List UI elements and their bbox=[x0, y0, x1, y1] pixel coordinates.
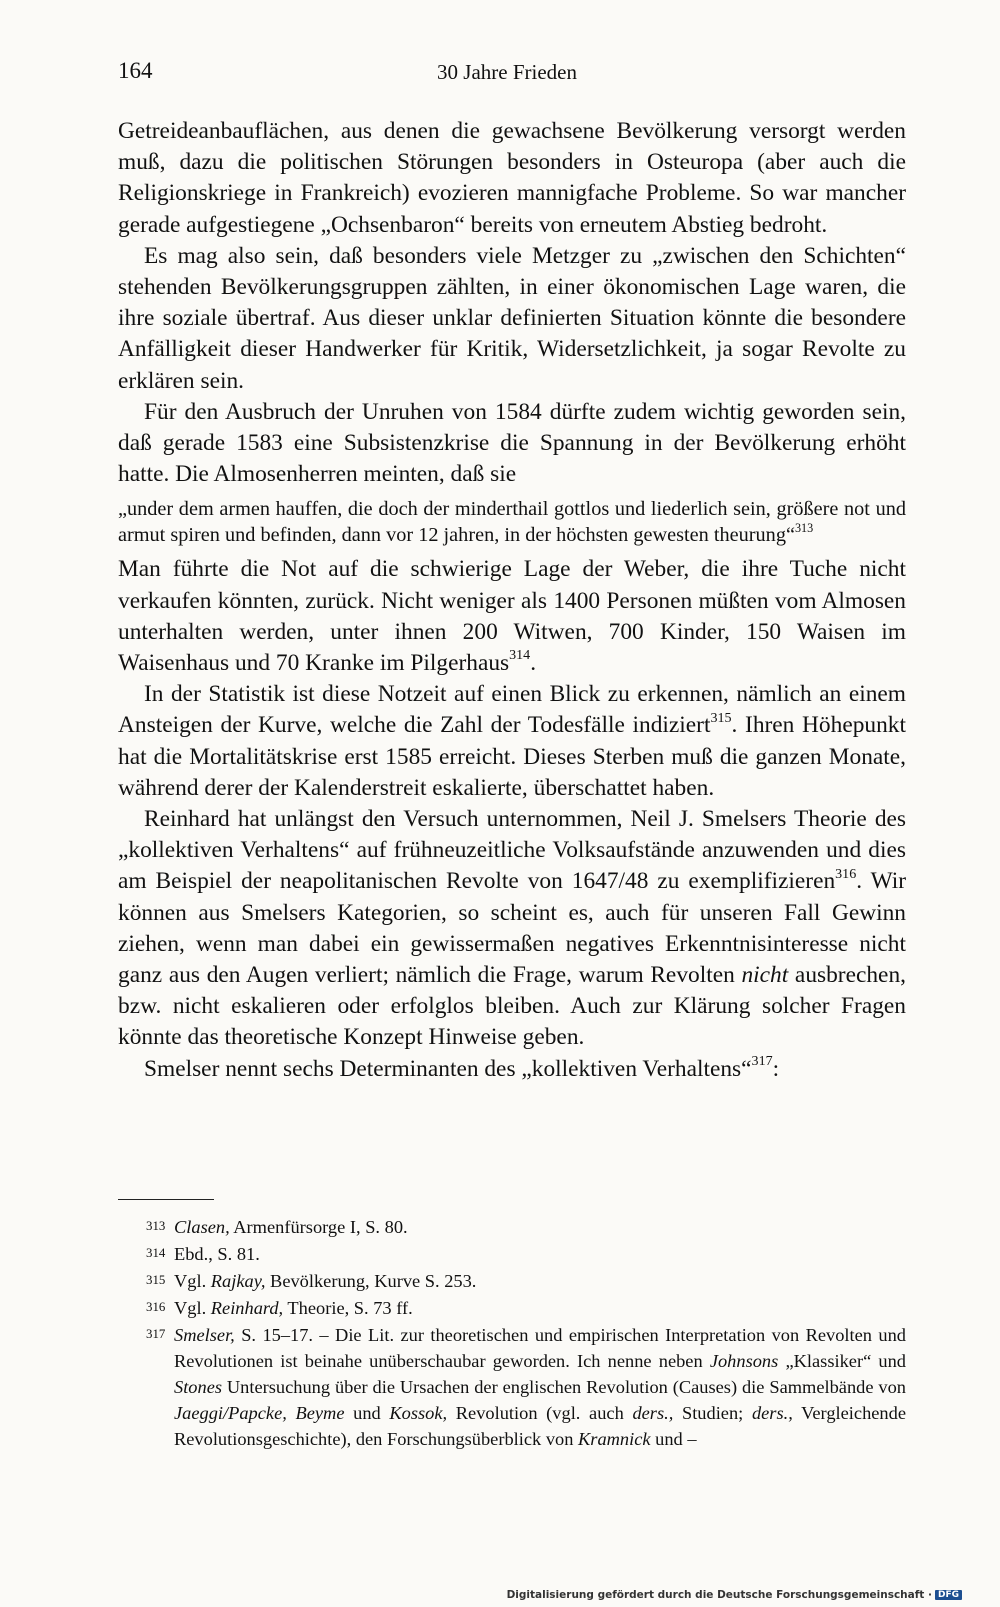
emphasis-nicht: nicht bbox=[741, 962, 789, 989]
digitization-credit bbox=[507, 1589, 962, 1601]
footnote-317 bbox=[118, 1321, 906, 1452]
dfg-logo-icon: DFG bbox=[935, 1590, 962, 1600]
quote-text: „under dem armen hauffen, die doch der minderthail gottlos und liederlich sein, größere not und armut spiren und befinden, dann vor 12 jahren, in der höchsten gewesten theurung“ bbox=[118, 498, 906, 547]
footnote-text: Untersuchung über die Ursachen der englischen Revolution (Causes) die Sammelbände von bbox=[222, 1377, 906, 1397]
footnote-prefix: Vgl. bbox=[174, 1271, 211, 1291]
footnote-ref-314: 314 bbox=[509, 647, 531, 664]
paragraph-3: Für den Ausbruch der Unruhen von 1584 dürfte zudem wichtig geworden sein, daß gerade 1583 eine Subsistenzkrise die Spannung in der Bevölkerung erhöht hatte. Die Almosenherren meinten, daß sie bbox=[118, 398, 906, 488]
paragraph-4 bbox=[118, 554, 906, 679]
footnote-text: „Klassiker“ und bbox=[778, 1351, 906, 1371]
footnote-author: Rajkay, bbox=[210, 1271, 266, 1291]
paragraph-2: Es mag also sein, daß besonders viele Metzger zu „zwischen den Schichten“ stehenden Bevölkerungsgruppen zählten, in einer ökonomischen Lage waren, die ihre soziale übertraf. Aus dieser unklar definierten Situation könnte die besondere Anfälligkeit dieser Handwerker für Kritik, Widersetzlichkeit, ja sogar Revolte zu erklären sein. bbox=[118, 242, 906, 394]
paragraph-6 bbox=[118, 804, 906, 1054]
footnote-prefix: Vgl. bbox=[174, 1298, 211, 1318]
main-text bbox=[118, 116, 906, 1085]
footnote-author: Smelser, bbox=[174, 1325, 235, 1345]
footnote-316 bbox=[118, 1294, 906, 1321]
footnote-number: 317 bbox=[146, 1327, 166, 1341]
footnote-italic: ders., bbox=[632, 1403, 674, 1423]
footnote-text: Theorie, S. 73 ff. bbox=[283, 1298, 413, 1318]
footnote-number: 315 bbox=[146, 1273, 166, 1287]
paragraph-7-text: Smelser nennt sechs Determinanten des „kollektiven Verhaltens“ bbox=[144, 1055, 752, 1082]
running-title: 30 Jahre Frieden bbox=[437, 60, 577, 84]
footnote-text: Ebd., S. 81. bbox=[174, 1244, 260, 1264]
paragraph-5 bbox=[118, 679, 906, 804]
footnote-italic: Kramnick bbox=[578, 1429, 651, 1449]
footnote-text: Armenfürsorge I, S. 80. bbox=[229, 1217, 408, 1237]
footnote-314 bbox=[118, 1240, 906, 1267]
paragraph-5-text: In der Statistik ist diese Notzeit auf einen Blick zu erkennen, nämlich an einem Ansteigen der Kurve, welche die Zahl der Todesfälle indiziert bbox=[118, 681, 906, 739]
footnote-author: Clasen, bbox=[174, 1217, 230, 1237]
footnote-ref-316: 316 bbox=[835, 865, 857, 882]
footnotes bbox=[118, 1213, 906, 1452]
paragraph-6-part-b: . Wir können aus Smelsers Kategorien, so scheint es, auch für unseren Fall Gewinn ziehen, wenn man dabei ein gewissermaßen negatives Erkenntnisinteresse nicht ganz aus den Augen verliert; nämlich die Frage, warum Revolten bbox=[118, 868, 906, 989]
paragraph-7-end: : bbox=[772, 1055, 780, 1082]
page-number: 164 bbox=[118, 58, 153, 83]
footnote-text: Bevölkerung, Kurve S. 253. bbox=[265, 1271, 477, 1291]
footnote-ref-313: 313 bbox=[794, 520, 814, 535]
footnote-ref-315: 315 bbox=[710, 709, 732, 726]
block-quote bbox=[118, 496, 906, 548]
footnote-number: 313 bbox=[146, 1219, 166, 1233]
footnote-italic: Stones bbox=[174, 1377, 223, 1397]
footnote-divider bbox=[118, 1199, 214, 1200]
footnote-italic: Jaeggi/Papcke, Beyme bbox=[174, 1403, 345, 1423]
footnote-number: 316 bbox=[146, 1300, 166, 1314]
footnote-text: S. 15–17. – Die Lit. zur theoretischen und empirischen Interpretation von Revolten und Revolutionen ist beinahe unüberschaubar geworden. Ich nenne neben bbox=[174, 1325, 906, 1371]
paragraph-5-rest: . Ihren Höhepunkt hat die Mortalitätskrise erst 1585 erreicht. Dieses Sterben muß die ganzen Monate, während derer der Kalenderstreit eskalierte, überschattet haben. bbox=[118, 712, 906, 801]
footnote-ref-317: 317 bbox=[751, 1052, 773, 1069]
footnote-text: Vergleichende Revolutionsgeschichte), den Forschungsüberblick von bbox=[174, 1403, 906, 1449]
footnote-italic: ders., bbox=[751, 1403, 793, 1423]
footnote-text: Revolution (vgl. auch bbox=[447, 1403, 633, 1423]
paragraph-4-end: . bbox=[530, 650, 537, 677]
paragraph-4-text: Man führte die Not auf die schwierige Lage der Weber, die ihre Tuche nicht verkaufen könnten, zurück. Nicht weniger als 1400 Personen müßten vom Almosen unterhalten werden, unter ihnen 200 Witwen, 700 Kinder, 150 Waisen im Waisenhaus und 70 Kranke im Pilgerhaus bbox=[118, 556, 906, 677]
paragraph-6-part-c: ausbrechen, bzw. nicht eskalieren oder erfolglos bleiben. Auch zur Klärung solcher Fragen könnte das theoretische Konzept Hinweise geben. bbox=[118, 962, 906, 1051]
footnote-text: und bbox=[344, 1403, 390, 1423]
credit-text: Digitalisierung gefördert durch die Deutsche Forschungsgemeinschaft · bbox=[506, 1589, 932, 1601]
paragraph-6-part-a: Reinhard hat unlängst den Versuch unternommen, Neil J. Smelsers Theorie des „kollektiven Verhaltens“ auf frühneuzeitliche Volksaufstände anzuwenden und dies am Beispiel der neapolitanischen Revolte von 1647/48 zu exemplifizieren bbox=[118, 806, 906, 895]
footnote-315 bbox=[118, 1267, 906, 1294]
footnote-313 bbox=[118, 1213, 906, 1240]
footnote-text: und – bbox=[650, 1429, 697, 1449]
footnote-italic: Kossok, bbox=[389, 1403, 448, 1423]
footnote-italic: Johnsons bbox=[709, 1351, 779, 1371]
footnote-author: Reinhard, bbox=[210, 1298, 284, 1318]
page-header bbox=[118, 58, 896, 88]
paragraph-7 bbox=[118, 1054, 906, 1085]
footnote-number: 314 bbox=[146, 1246, 166, 1260]
paragraph-1: Getreideanbauflächen, aus denen die gewachsene Bevölkerung versorgt werden muß, dazu die politischen Störungen besonders in Osteuropa (aber auch die Religionskriege in Frankreich) evozieren mannigfache Probleme. So war mancher gerade aufgestiegene „Ochsenbaron“ bereits von erneutem Abstieg bedroht. bbox=[118, 118, 906, 238]
footnote-text: Studien; bbox=[673, 1403, 752, 1423]
